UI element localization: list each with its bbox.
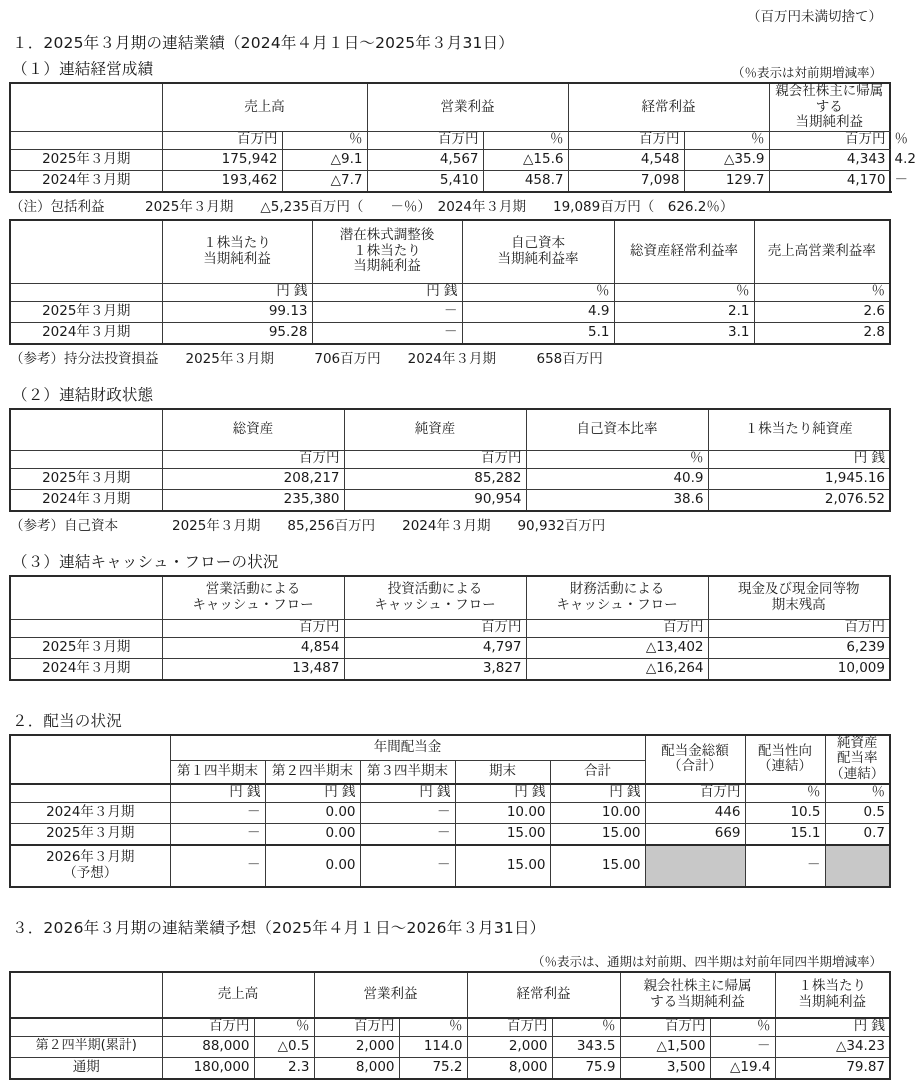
cell-value: －	[170, 845, 265, 887]
unit-sales-pct: ％	[282, 131, 367, 149]
footnote-value-2: 90,932百万円	[517, 517, 606, 534]
header-net-income-parent-line2: 当期純利益	[795, 114, 863, 131]
row-label: 2025年３月期	[10, 637, 162, 658]
cell-value: 2.3	[254, 1057, 314, 1079]
table-header-row	[10, 972, 890, 1018]
header-eps	[162, 220, 312, 284]
row-label-line1: 2026年３月期	[46, 849, 135, 866]
footnote-label: （参考）持分法投資損益	[10, 350, 159, 367]
header-bps: １株当たり純資産	[708, 409, 890, 451]
table-forecast	[9, 971, 891, 1080]
header-financing-cf-line1: 財務活動による	[569, 581, 665, 598]
header-operating-income: 営業利益	[367, 83, 568, 131]
row-label-line2: （予想）	[63, 864, 118, 881]
cell-value: 4,567	[367, 149, 483, 170]
cell-value: 6,239	[708, 637, 890, 658]
corner-cell	[10, 83, 162, 131]
unit-q3: 円 銭	[360, 784, 455, 803]
cell-value: 99.13	[162, 301, 312, 322]
unit-investing-cf: 百万円	[344, 619, 526, 637]
row-label: 2024年３月期	[10, 489, 162, 511]
unit-doe: ％	[825, 784, 890, 803]
cell-value: 2,000	[314, 1036, 399, 1057]
cell-value: 0.00	[265, 823, 360, 845]
cell-value: 180,000	[162, 1057, 254, 1079]
header-operating-income: 営業利益	[314, 972, 467, 1018]
unit-sales-amount: 百万円	[162, 131, 282, 149]
corner-cell	[10, 409, 162, 451]
header-equity-ratio: 自己資本比率	[526, 409, 708, 451]
unit-diluted-eps: 円 銭	[312, 283, 462, 301]
header-payout-ratio	[745, 735, 825, 784]
cell-value: 0.7	[825, 823, 890, 845]
row-label	[10, 845, 170, 887]
row-label: 通期	[10, 1057, 162, 1079]
cell-value: 10.00	[455, 802, 550, 823]
header-net-income-parent-line1: 親会社株主に帰属する	[775, 83, 884, 115]
table-unit-row	[10, 784, 890, 803]
footnote-period-2: 2024年３月期	[407, 350, 496, 367]
cell-value: △13,402	[526, 637, 708, 658]
header-cash-equivalents-line1: 現金及び現金同等物	[738, 581, 860, 598]
header-q1-end: 第１四半期末	[170, 760, 265, 784]
unit-cash-equivalents: 百万円	[708, 619, 890, 637]
cell-value: △35.9	[684, 149, 769, 170]
cell-value: 0.5	[825, 802, 890, 823]
table-row	[10, 823, 890, 845]
row-label: 2024年３月期	[10, 658, 162, 680]
header-roa: 総資産経常利益率	[614, 220, 754, 284]
cell-value: 5.1	[462, 322, 614, 344]
cell-value: －	[360, 802, 455, 823]
unit-blank	[10, 450, 162, 468]
section1-sub1-heading: （１）連結経営成績	[12, 60, 154, 78]
table-unit-row	[10, 283, 890, 301]
header-net-income-parent-line2: する当期純利益	[650, 993, 745, 1010]
cell-value: 343.5	[552, 1036, 620, 1057]
own-capital-footnote	[10, 514, 886, 534]
header-diluted-eps-line2: １株当たり	[353, 242, 421, 259]
unit-bps: 円 銭	[708, 450, 890, 468]
unit-year-end: 円 銭	[455, 784, 550, 803]
unit-ord-pct: ％	[684, 131, 769, 149]
cell-value: －	[170, 802, 265, 823]
footnote-period-2: 2024年３月期	[402, 517, 491, 534]
header-roe	[462, 220, 614, 284]
cell-value: 4,854	[162, 637, 344, 658]
cell-value: 1,945.16	[708, 468, 890, 489]
cell-value: △9.1	[282, 149, 367, 170]
header-year-end: 期末	[455, 760, 550, 784]
unit-ord-amount: 百万円	[467, 1018, 552, 1037]
table-row	[10, 1057, 890, 1079]
footnote-period-2: 2024年３月期	[437, 198, 526, 215]
table-unit-row	[10, 450, 890, 468]
footnote-period-1: 2025年３月期	[145, 198, 234, 215]
table-row	[10, 468, 890, 489]
cell-value-shaded	[645, 845, 745, 887]
unit-blank	[10, 131, 162, 149]
cell-value: 0.00	[265, 802, 360, 823]
cell-value: 2.6	[754, 301, 890, 322]
row-label: 2024年３月期	[10, 170, 162, 192]
unit-blank	[10, 784, 170, 803]
section1-sub2-heading: （２）連結財政状態	[12, 385, 154, 404]
header-roe-line1: 自己資本	[511, 235, 565, 252]
cell-value: △19.4	[710, 1057, 775, 1079]
table-row	[10, 322, 890, 344]
table-consolidated-results	[9, 82, 916, 193]
header-dividend-on-equity-line1: 純資産	[837, 734, 878, 751]
table-per-share-metrics	[9, 219, 891, 345]
header-total-dividend	[645, 735, 745, 784]
header-dividend-on-equity	[825, 735, 890, 784]
header-financing-cf	[526, 576, 708, 620]
header-total-dividend-line1: 配当金総額	[661, 742, 729, 759]
unit-sales-pct: ％	[254, 1018, 314, 1037]
header-net-assets: 純資産	[344, 409, 526, 451]
cell-value: 15.00	[455, 823, 550, 845]
unit-operating-margin: ％	[754, 283, 890, 301]
header-eps-line1: １株当たり	[203, 235, 271, 252]
table-unit-row	[10, 619, 890, 637]
header-operating-cf-line2: キャッシュ・フロー	[192, 596, 314, 613]
cell-value: 10.5	[745, 802, 825, 823]
section1-sub3-heading: （３）連結キャッシュ・フローの状況	[12, 552, 279, 571]
cell-value: 10.00	[550, 802, 645, 823]
header-ordinary-income: 経常利益	[568, 83, 769, 131]
footnote-period-1: 2025年３月期	[185, 350, 274, 367]
footnote-pct-1: －％）	[390, 198, 425, 215]
header-total-dividend-line2: （合計）	[668, 758, 723, 775]
cell-value: 2,076.52	[708, 489, 890, 511]
unit-blank	[10, 619, 162, 637]
cell-value: －	[745, 845, 825, 887]
row-label: 2025年３月期	[10, 468, 162, 489]
table-financial-position	[9, 408, 891, 512]
header-cash-equivalents	[708, 576, 890, 620]
cell-value: 235,380	[162, 489, 344, 511]
cell-value: －	[312, 322, 462, 344]
cell-value: 3.1	[614, 322, 754, 344]
cell-value: 669	[645, 823, 745, 845]
unit-net-assets: 百万円	[344, 450, 526, 468]
header-q2-end: 第２四半期末	[265, 760, 360, 784]
cell-value: 114.0	[399, 1036, 467, 1057]
cell-value: 90,954	[344, 489, 526, 511]
unit-sales-amount: 百万円	[162, 1018, 254, 1037]
cell-value: 15.00	[550, 845, 645, 887]
header-diluted-eps-line1: 潜在株式調整後	[339, 227, 435, 244]
header-ordinary-income: 経常利益	[467, 972, 620, 1018]
unit-total-dividend: 百万円	[645, 784, 745, 803]
cell-value: △1,500	[620, 1036, 710, 1057]
table-header-row	[10, 220, 890, 284]
cell-value: △15.6	[483, 149, 568, 170]
row-label: 2024年３月期	[10, 322, 162, 344]
footnote-label: （注）包括利益	[10, 198, 105, 215]
cell-value: 2.1	[614, 301, 754, 322]
header-net-income-parent	[620, 972, 775, 1018]
cell-value: 10,009	[708, 658, 890, 680]
table-dividends	[9, 734, 891, 888]
table-row-forecast	[10, 845, 890, 887]
section3-note: （％表示は、通期は対前期、四半期は対前年同四半期増減率）	[531, 953, 882, 969]
header-investing-cf-line1: 投資活動による	[387, 581, 483, 598]
unit-total: 円 銭	[550, 784, 645, 803]
cell-value-shaded	[825, 845, 890, 887]
cell-value: －	[170, 823, 265, 845]
unit-net-amount: 百万円	[620, 1018, 710, 1037]
header-net-sales: 売上高	[162, 83, 367, 131]
unit-eps: 円 銭	[162, 283, 312, 301]
unit-roe: ％	[462, 283, 614, 301]
header-net-sales: 売上高	[162, 972, 314, 1018]
cell-value: 208,217	[162, 468, 344, 489]
corner-cell	[10, 972, 162, 1018]
equity-method-footnote	[10, 347, 886, 367]
table-header-row	[10, 409, 890, 451]
unit-operating-cf: 百万円	[162, 619, 344, 637]
header-dividend-on-equity-line2: 配当率	[837, 750, 878, 767]
cell-value: 3,500	[620, 1057, 710, 1079]
unit-q1: 円 銭	[170, 784, 265, 803]
header-diluted-eps-line3: 当期純利益	[353, 258, 421, 275]
corner-cell	[10, 220, 162, 284]
header-eps-line2: 当期純利益	[203, 250, 271, 267]
footnote-value-2: 658百万円	[536, 350, 603, 367]
header-eps	[775, 972, 890, 1018]
cell-value: 4,797	[344, 637, 526, 658]
header-investing-cf	[344, 576, 526, 620]
header-total: 合計	[550, 760, 645, 784]
header-operating-margin: 売上高営業利益率	[754, 220, 890, 284]
table-cash-flow	[9, 575, 891, 681]
footnote-pct-2: 626.2％）	[667, 198, 734, 215]
unit-payout-ratio: ％	[745, 784, 825, 803]
cell-value: 75.9	[552, 1057, 620, 1079]
unit-ord-amount: 百万円	[568, 131, 684, 149]
header-dividend-on-equity-line3: （連結）	[830, 765, 885, 782]
header-annual-dividend: 年間配当金	[170, 735, 645, 761]
cell-value: 7,098	[568, 170, 684, 192]
row-label: 第２四半期(累計)	[10, 1036, 162, 1057]
cell-value: －	[360, 845, 455, 887]
header-total-assets: 総資産	[162, 409, 344, 451]
cell-value: －	[312, 301, 462, 322]
header-roe-line2: 当期純利益率	[497, 250, 579, 267]
cell-value: △34.23	[775, 1036, 890, 1057]
cell-value: 85,282	[344, 468, 526, 489]
header-payout-ratio-line1: 配当性向	[758, 742, 813, 759]
cell-value: 129.7	[684, 170, 769, 192]
table-row: 2025年３月期 175,942 △9.1 4,567 △15.6 4,548 △35.9 4,343 4.2	[10, 149, 890, 170]
unit-op-amount: 百万円	[367, 131, 483, 149]
unit-ord-pct: ％	[552, 1018, 620, 1037]
table-unit-row	[10, 1018, 890, 1037]
table-unit-row: 百万円 ％ 百万円 ％ 百万円 ％ 百万円 ％	[10, 131, 890, 149]
unit-net-amount: 百万円	[769, 131, 890, 149]
header-payout-ratio-line2: （連結）	[758, 758, 813, 775]
header-investing-cf-line2: キャッシュ・フロー	[374, 596, 496, 613]
header-diluted-eps	[312, 220, 462, 284]
row-label: 2024年３月期	[10, 802, 170, 823]
comprehensive-income-footnote	[10, 195, 886, 215]
table-row	[10, 658, 890, 680]
unit-q2: 円 銭	[265, 784, 360, 803]
table-row	[10, 1036, 890, 1057]
footnote-value-1: △5,235百万円（	[260, 198, 364, 215]
table-header-row	[10, 735, 890, 761]
unit-roa: ％	[614, 283, 754, 301]
cell-value: 3,827	[344, 658, 526, 680]
cell-value: 2.8	[754, 322, 890, 344]
unit-total-assets: 百万円	[162, 450, 344, 468]
cell-value: 4.9	[462, 301, 614, 322]
corner-cell	[10, 735, 170, 784]
unit-op-amount: 百万円	[314, 1018, 399, 1037]
footnote-value-1: 706百万円	[314, 350, 381, 367]
rounding-note: （百万円未満切捨て）	[747, 9, 882, 25]
unit-blank	[10, 283, 162, 301]
cell-value: 193,462	[162, 170, 282, 192]
section3-heading: ３．2026年３月期の連結業績予想（2025年４月１日～2026年３月31日）	[12, 918, 546, 937]
table-row	[10, 489, 890, 511]
cell-value: 75.2	[399, 1057, 467, 1079]
section2-heading: ２．配当の状況	[12, 711, 122, 730]
row-label: 2025年３月期	[10, 823, 170, 845]
cell-value: 175,942	[162, 149, 282, 170]
table-header-row	[10, 576, 890, 620]
cell-value: 13,487	[162, 658, 344, 680]
cell-value: 15.00	[550, 823, 645, 845]
cell-value: 0.00	[265, 845, 360, 887]
cell-value: 40.9	[526, 468, 708, 489]
corner-cell	[10, 576, 162, 620]
header-cash-equivalents-line2: 期末残高	[771, 596, 826, 613]
cell-value: 79.87	[775, 1057, 890, 1079]
cell-value: △7.7	[282, 170, 367, 192]
table-row	[10, 802, 890, 823]
table-header-row	[10, 83, 890, 131]
cell-value: 4,343	[769, 149, 890, 170]
cell-value: －	[710, 1036, 775, 1057]
cell-value: 446	[645, 802, 745, 823]
cell-value: 5,410	[367, 170, 483, 192]
header-net-income-parent-line1: 親会社株主に帰属	[643, 978, 752, 995]
header-eps-line1: １株当たり	[798, 978, 866, 995]
footnote-label: （参考）自己資本	[10, 517, 118, 534]
cell-value: 458.7	[483, 170, 568, 192]
header-net-income-parent	[769, 83, 890, 131]
cell-value: 8,000	[467, 1057, 552, 1079]
unit-eps: 円 銭	[775, 1018, 890, 1037]
cell-value: △16,264	[526, 658, 708, 680]
cell-value: 2,000	[467, 1036, 552, 1057]
table-row	[10, 301, 890, 322]
footnote-period-1: 2025年３月期	[172, 517, 261, 534]
table-row	[10, 637, 890, 658]
section1-heading: １．2025年３月期の連結業績（2024年４月１日～2025年３月31日）	[12, 34, 514, 52]
section1-sub1-note: （％表示は対前期増減率）	[731, 65, 882, 80]
header-operating-cf-line1: 営業活動による	[205, 581, 301, 598]
cell-value: 38.6	[526, 489, 708, 511]
header-eps-line2: 当期純利益	[798, 993, 866, 1010]
cell-value: 8,000	[314, 1057, 399, 1079]
cell-value: 4,170	[769, 170, 890, 192]
cell-value: 4,548	[568, 149, 684, 170]
unit-net-pct: ％	[710, 1018, 775, 1037]
footnote-value-2: 19,089百万円（	[553, 198, 655, 215]
row-label: 2025年３月期	[10, 149, 162, 170]
cell-value: 95.28	[162, 322, 312, 344]
cell-value: 15.1	[745, 823, 825, 845]
cell-value: 88,000	[162, 1036, 254, 1057]
header-financing-cf-line2: キャッシュ・フロー	[556, 596, 678, 613]
header-q3-end: 第３四半期末	[360, 760, 455, 784]
cell-value: △0.5	[254, 1036, 314, 1057]
table-row: 2024年３月期 193,462 △7.7 5,410 458.7 7,098 129.7 4,170 －	[10, 170, 890, 192]
cell-value: －	[360, 823, 455, 845]
header-operating-cf	[162, 576, 344, 620]
cell-value: 15.00	[455, 845, 550, 887]
unit-op-pct: ％	[399, 1018, 467, 1037]
unit-financing-cf: 百万円	[526, 619, 708, 637]
row-label: 2025年３月期	[10, 301, 162, 322]
unit-blank	[10, 1018, 162, 1037]
footnote-value-1: 85,256百万円	[287, 517, 376, 534]
unit-equity-ratio: ％	[526, 450, 708, 468]
unit-op-pct: ％	[483, 131, 568, 149]
